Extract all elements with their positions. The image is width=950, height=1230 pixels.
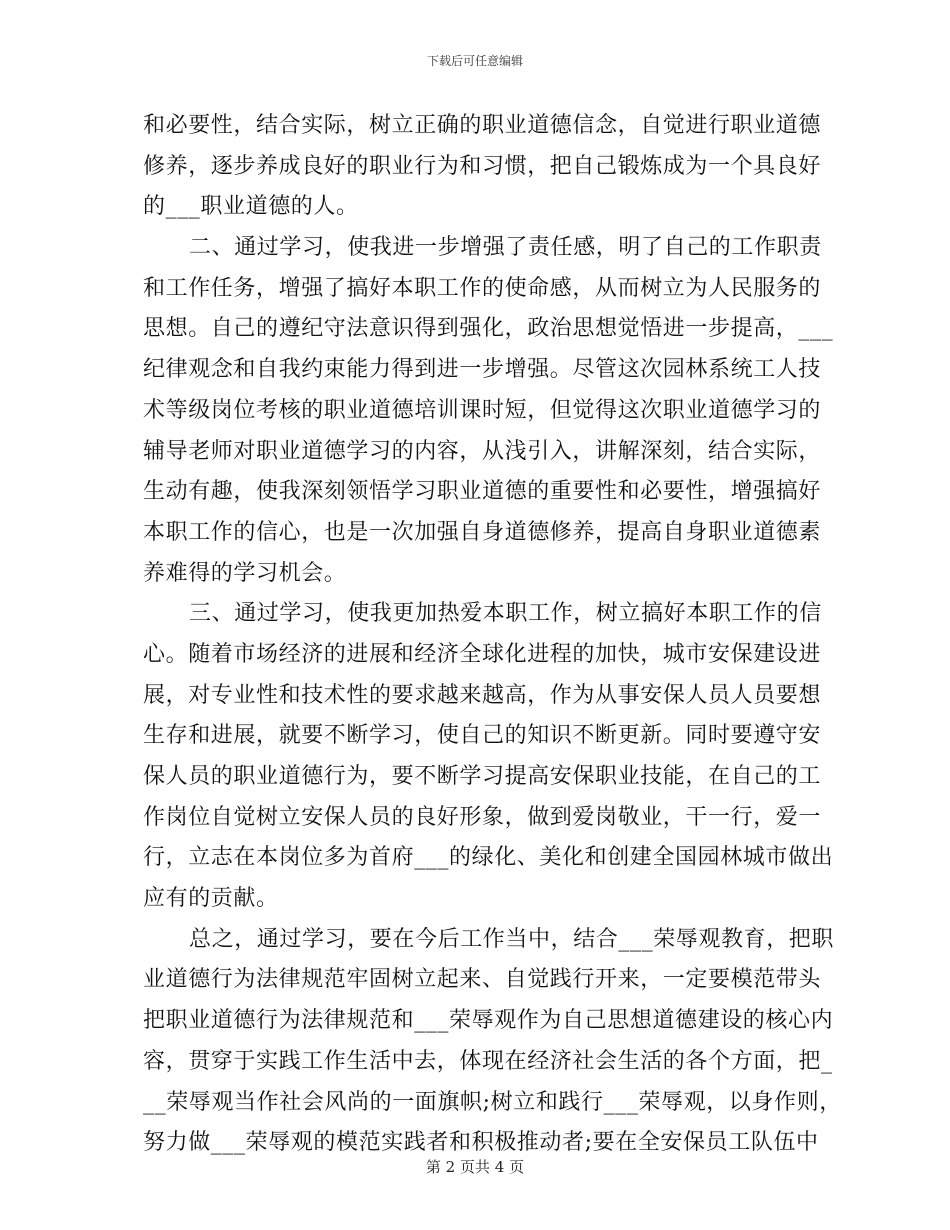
page-footer: 第 2 页共 4 页 [425,1158,525,1176]
text-line: 纪律观念和自我约束能力得到进一步增强。尽管这次园林系统工人技 [143,357,822,383]
text-line: 本职工作的信心，也是一次加强自身道德修养，提高自身职业道德素 [143,519,822,545]
text-line: 业道德行为法律规范牢固树立起来、自觉践行开来，一定要模范带头 [143,967,822,993]
text-line: 养难得的学习机会。 [143,560,347,586]
text-line: 生存和进展，就要不断学习，使自己的知识不断更新。同时要遵守安 [143,723,822,749]
text-line: 和必要性，结合实际，树立正确的职业道德信念，自觉进行职业道德 [143,113,822,138]
text-line: 术等级岗位考核的职业道德培训课时短，但觉得这次职业道德学习的 [143,397,822,423]
paragraph-start-line: 三、通过学习，使我更加热爱本职工作，树立搞好本职工作的信 [189,601,822,627]
text-line: 心。随着市场经济的进展和经济全球化进程的加快，城市安保建设进 [143,641,822,667]
text-line: 修养，逐步养成良好的职业行为和习惯，把自己锻炼成为一个具良好 [143,153,822,179]
document-body [143,106,842,1164]
text-line: 努力做___荣辱观的模范实践者和积极推动者;要在全安保员工队伍中 [143,1130,819,1156]
paragraph-start-line: 总之，通过学习，要在今后工作当中，结合___荣辱观教育，把职 [189,926,835,952]
text-line: 思想。自己的遵纪守法意识得到强化，政治思想觉悟进一步提高，___ [143,316,834,342]
text-line: 应有的贡献。 [143,886,279,912]
text-line: 作岗位自觉树立安保人员的良好形象，做到爱岗敬业，干一行，爱一 [143,804,822,830]
text-line: 保人员的职业道德行为，要不断学习提高安保职业技能，在自己的工 [143,764,822,789]
page-header: 下载后可任意编辑 [426,54,523,68]
text-line: 容，贯穿于实践工作生活中去，体现在经济社会生活的各个方面，把_ [143,1048,833,1074]
text-line: 的___职业道德的人。 [143,194,359,220]
paragraph-start-line: 二、通过学习，使我进一步增强了责任感，明了自己的工作职责 [189,235,822,261]
text-line: 行，立志在本岗位多为首府___的绿化、美化和创建全国园林城市做出 [143,845,834,871]
text-line: 展，对专业性和技术性的要求越来越高，作为从事安保人员人员要想 [143,682,822,708]
text-line: 和工作任务，增强了搞好本职工作的使命感，从而树立为人民服务的 [143,275,822,301]
text-line: 把职业道德行为法律规范和___荣辱观作为自己思想道德建设的核心内 [143,1008,834,1034]
text-line: __荣辱观当作社会风尚的一面旗帜;树立和践行___荣辱观，以身作则， [143,1089,842,1115]
text-line: 辅导老师对职业道德学习的内容，从浅引入，讲解深刻，结合实际， [143,438,822,464]
text-line: 生动有趣，使我深刻领悟学习职业道德的重要性和必要性，增强搞好 [143,479,822,505]
